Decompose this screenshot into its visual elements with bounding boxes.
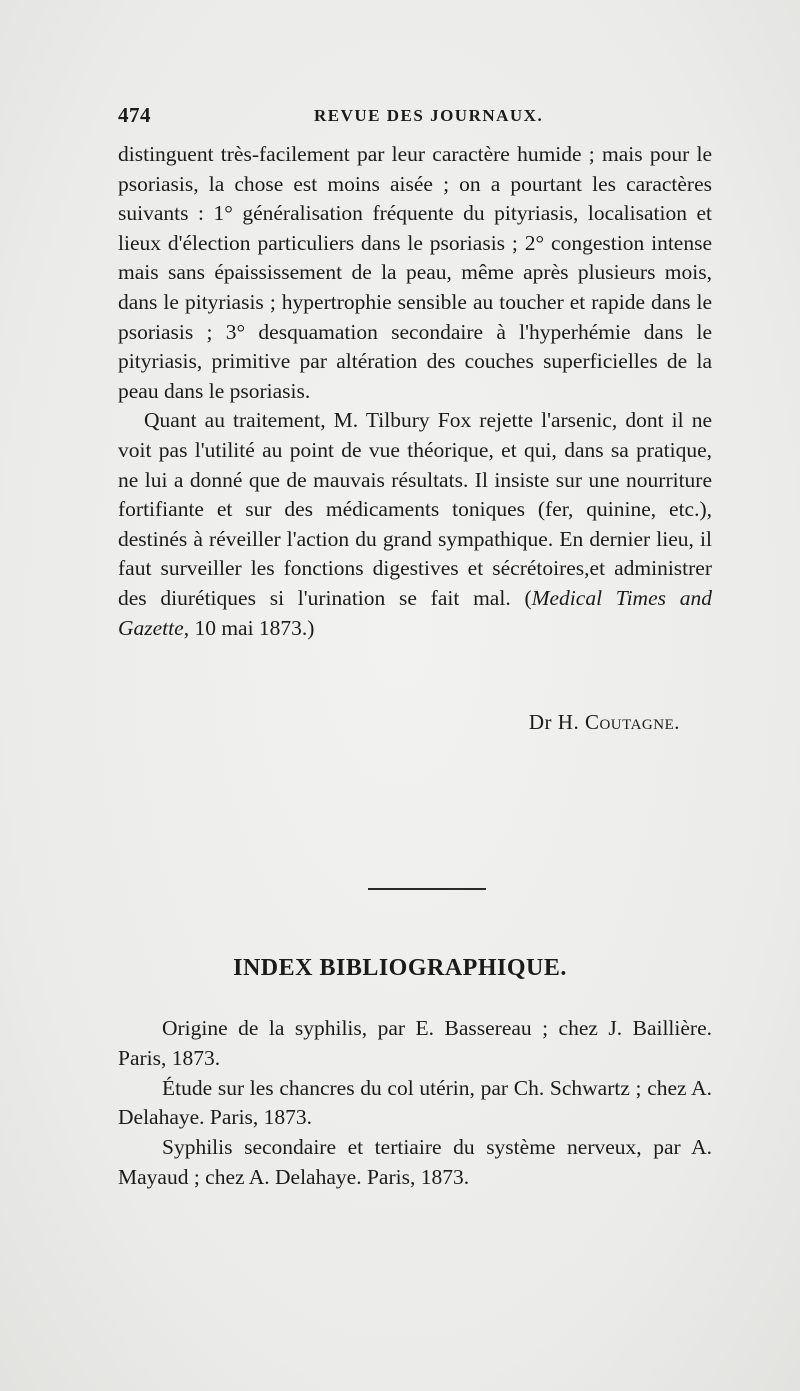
page-number: 474 [118,103,151,127]
citation-title: Medical Times and Gazette [118,585,712,640]
paragraph-text: Quant au traitement, M. Tilbury Fox rejette l'arsenic, dont il ne voit pas l'utilité au point de vue théorique, et qui, dans sa pratique, ne lui a donné que de mauvais résultats. Il insiste sur une nourriture fortifiante et sur des médicaments toniques (fer, quinine, etc.), destinés à réveiller l'action du grand sympathique. En dernier lieu, il faut surveiller les fonctions digestives et sécrétoires,et administrer des diurétiques si l'urination se fait mal. ( [118,408,712,610]
index-entry: Étude sur les chancres du col utérin, par Ch. Schwartz ; chez A. Delahaye. Paris, 1873. [118,1075,712,1130]
signature-prefix: Dr H. [528,710,585,734]
index-heading: INDEX BIBLIOGRAPHIQUE. [233,955,567,981]
journal-title: REVUE DES JOURNAUX. [314,106,544,125]
article-paragraph-1: distinguent très-facilement par leur caractère humide ; mais pour le psoriasis, la chose est moins aisée ; on a pourtant les caractères suivants : 1° généralisation fréquente du pityriasis, localisation et lieux d'élection particuliers dans le psoriasis ; 2° congestion intense mais sans épaississement de la peau, même après plusieurs mois, dans le pityriasis ; hypertrophie sensible au toucher et rapide dans le psoriasis ; 3° desquamation secondaire à l'hyperhémie dans le pityriasis, primitive par altération des couches superficielles de la peau dans le psoriasis. [118,142,712,403]
running-head [118,103,712,133]
index-entry: Syphilis secondaire et tertiaire du système nerveux, par A. Mayaud ; chez A. Delahaye. Paris, 1873. [118,1135,712,1189]
article-body [118,140,712,643]
author-signature [529,710,680,735]
signature-name: Coutagne. [584,710,680,734]
article-paragraph-2 [118,406,712,643]
index-entry: Origine de la syphilis, par E. Bassereau ; chez J. Baillière. Paris, 1873. [118,1016,712,1070]
index-list [118,1014,712,1193]
citation-date: , 10 mai 1873.) [183,615,315,640]
section-divider [368,888,486,890]
